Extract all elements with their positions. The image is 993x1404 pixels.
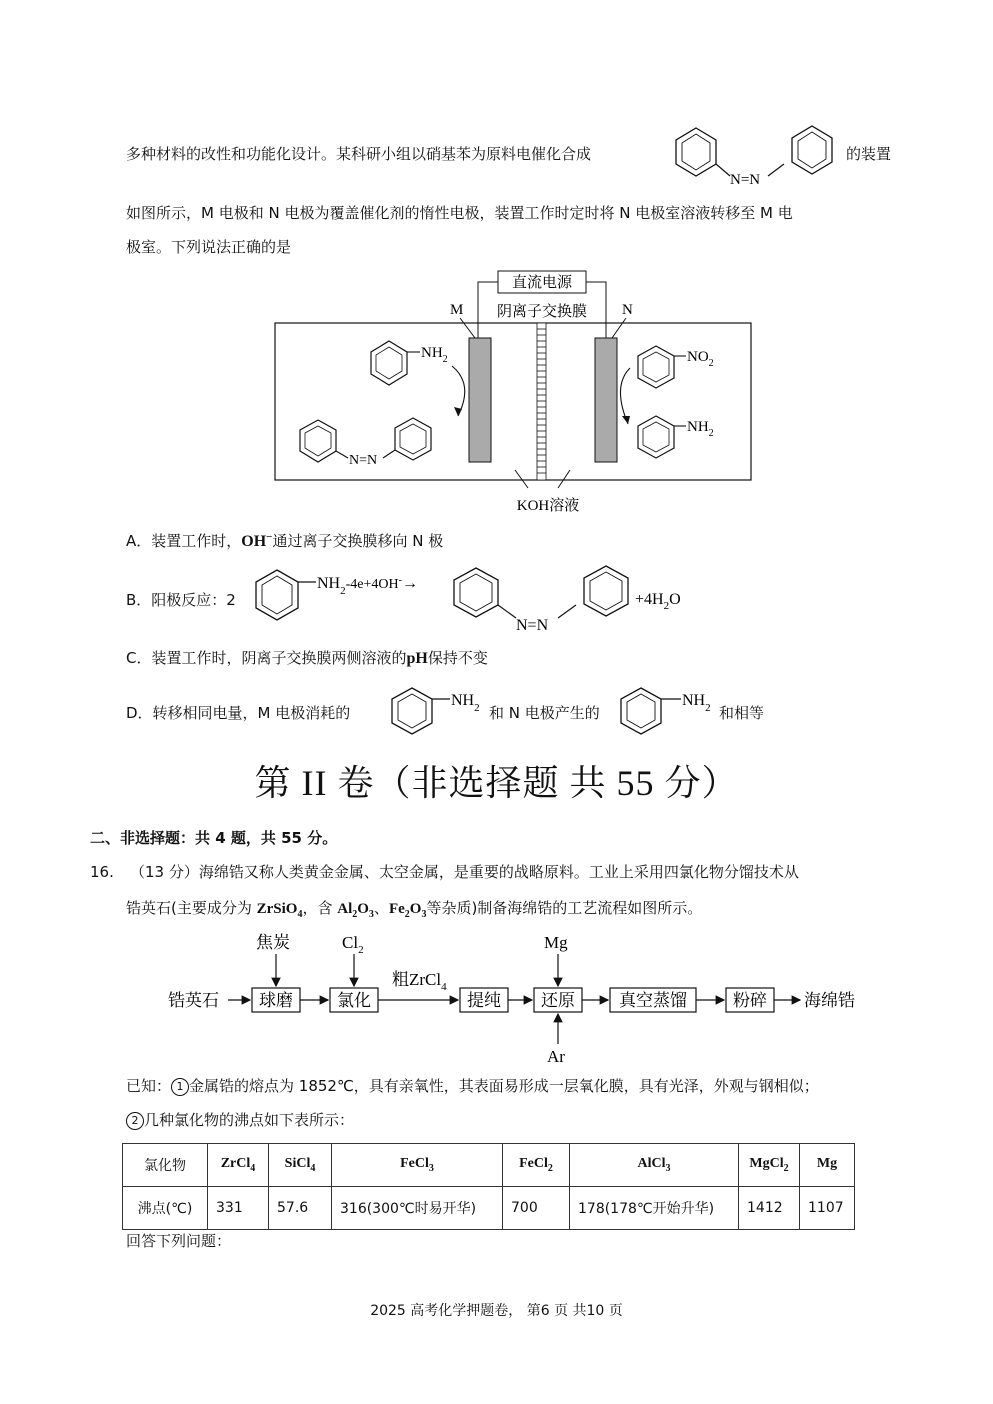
svg-text:提纯: 提纯 [467,991,501,1010]
membrane-label: 阴离子交换膜 [496,304,588,320]
electrolysis-apparatus [270,266,760,518]
azobenzene-left [300,418,431,468]
azobenzene-structure-intro [668,118,848,190]
svg-text:球磨: 球磨 [259,991,293,1010]
q15-intro-line2: 如图所示，M 电极和 N 电极为覆盖催化剂的惰性电极，装置工作时定时将 N 电极室溶液转移至 M 电 [126,204,793,222]
anion-exchange-membrane [537,323,546,480]
page-footer: 2025 高考化学押题卷， 第6 页 共10 页 [370,1303,623,1319]
flow-input-cl2: $Cl_2$ [342,933,364,956]
boiling-point-table [122,1143,855,1230]
table-header-row: 氯化物 ZrCl$_4$ SiCl$_4$ FeCl$_3$ FeCl$_2$ AlCl$_3$ MgCl$_2$ Mg [123,1144,855,1187]
process-flowchart [160,928,880,1068]
flow-crude-label: 粗ZrCl$_4$ [392,970,447,993]
svg-text:NH2: $NH_2$ [687,419,714,439]
electrode-m [469,338,491,462]
table-row-label: 沸点(℃) [123,1187,208,1230]
svg-text:N=N: N=N [349,453,378,468]
option-d-suffix: 和相等 [719,704,765,722]
table-header-label: 氯化物 [123,1144,208,1187]
electrode-n [595,338,617,462]
section-subtitle: 二、非选择题：共 4 题，共 55 分。 [90,829,338,847]
svg-text:NO2: $NO_2$ [687,349,714,369]
q16-number: 16. [90,863,114,881]
option-b-equation [240,560,700,638]
known-line1: 已知： 1 金属锆的熔点为 1852℃，具有亲氧性，其表面易形成一层氧化膜，具有光泽，外观与钢相似； [126,1077,819,1095]
flow-input-mg: Mg [544,933,568,952]
q16-line2: 锆英石(主要成分为 ZrSiO$_4$，含 $Al_2O_3$、$Fe_2O_3$等杂质)制备海绵锆的工艺流程如图所示。 [126,899,703,920]
koh-label: KOH溶液 [516,498,580,514]
answer-prompt: 回答下列问题： [126,1232,232,1250]
arrow-right [620,368,630,424]
svg-text:NH2: $NH_2$ [421,345,448,365]
flow-end: 海绵锆 [804,991,855,1010]
table-row: 沸点(℃) 331 57.6 316(300℃时易开华) 700 178(178℃开始升华) 1412 1107 [123,1187,855,1230]
q15-intro-line1b: 的装置 [846,145,892,163]
flow-input-coke: 焦炭 [256,933,290,952]
aniline-left [371,341,448,385]
q15-intro-line1a: 多种材料的改性和功能化设计。某科研小组以硝基苯为原料电催化合成 [126,145,592,163]
svg-text:氯化: 氯化 [337,991,371,1010]
aniline-right [638,416,714,458]
section-title: 第 II 卷（非选择题 共 55 分） [254,763,739,803]
electrode-m-label: M [450,302,464,318]
electrode-n-label: N [622,302,633,318]
azo-label-intro: N=N [730,172,761,188]
known-line2: 2 几种氯化物的沸点如下表所示： [126,1110,354,1130]
option-d-mid: 和 N 电极产生的 [489,704,600,722]
circled-number-1: 1 [171,1078,189,1096]
nitrobenzene-right [638,346,714,388]
option-d-prefix: D．转移相同电量，M 电极消耗的 [126,704,351,722]
option-a: A．装置工作时，OH−通过离子交换膜移向 N 极 [126,531,444,550]
flow-input-ar: Ar [547,1047,565,1066]
option-b-azo: N=N [516,617,549,634]
svg-text:粉碎: 粉碎 [733,991,767,1010]
svg-text:NH2: $NH_2$ [451,692,480,714]
q16-line1: （13 分）海绵锆又称人类黄金金属、太空金属，是重要的战略原料。工业上采用四氯化物分馏技术从 [130,863,799,881]
svg-text:NH2-4e+4OH-→: $NH_2-4e+4OH^-\to$ [317,575,418,597]
svg-text:NH2: $NH_2$ [682,692,711,714]
svg-text:+4H2O: $+4H_2O$ [635,591,681,612]
circled-number-2: 2 [126,1112,144,1130]
option-b-prefix: B．阳极反应：2 [126,591,236,609]
q15-intro-line3: 极室。下列说法正确的是 [126,238,292,256]
flow-start: 锆英石 [168,991,219,1010]
power-label: 直流电源 [511,275,573,291]
svg-text:还原: 还原 [541,991,575,1010]
svg-text:真空蒸馏: 真空蒸馏 [619,991,687,1010]
option-c: C．装置工作时，阴离子交换膜两侧溶液的pH保持不变 [126,649,488,667]
